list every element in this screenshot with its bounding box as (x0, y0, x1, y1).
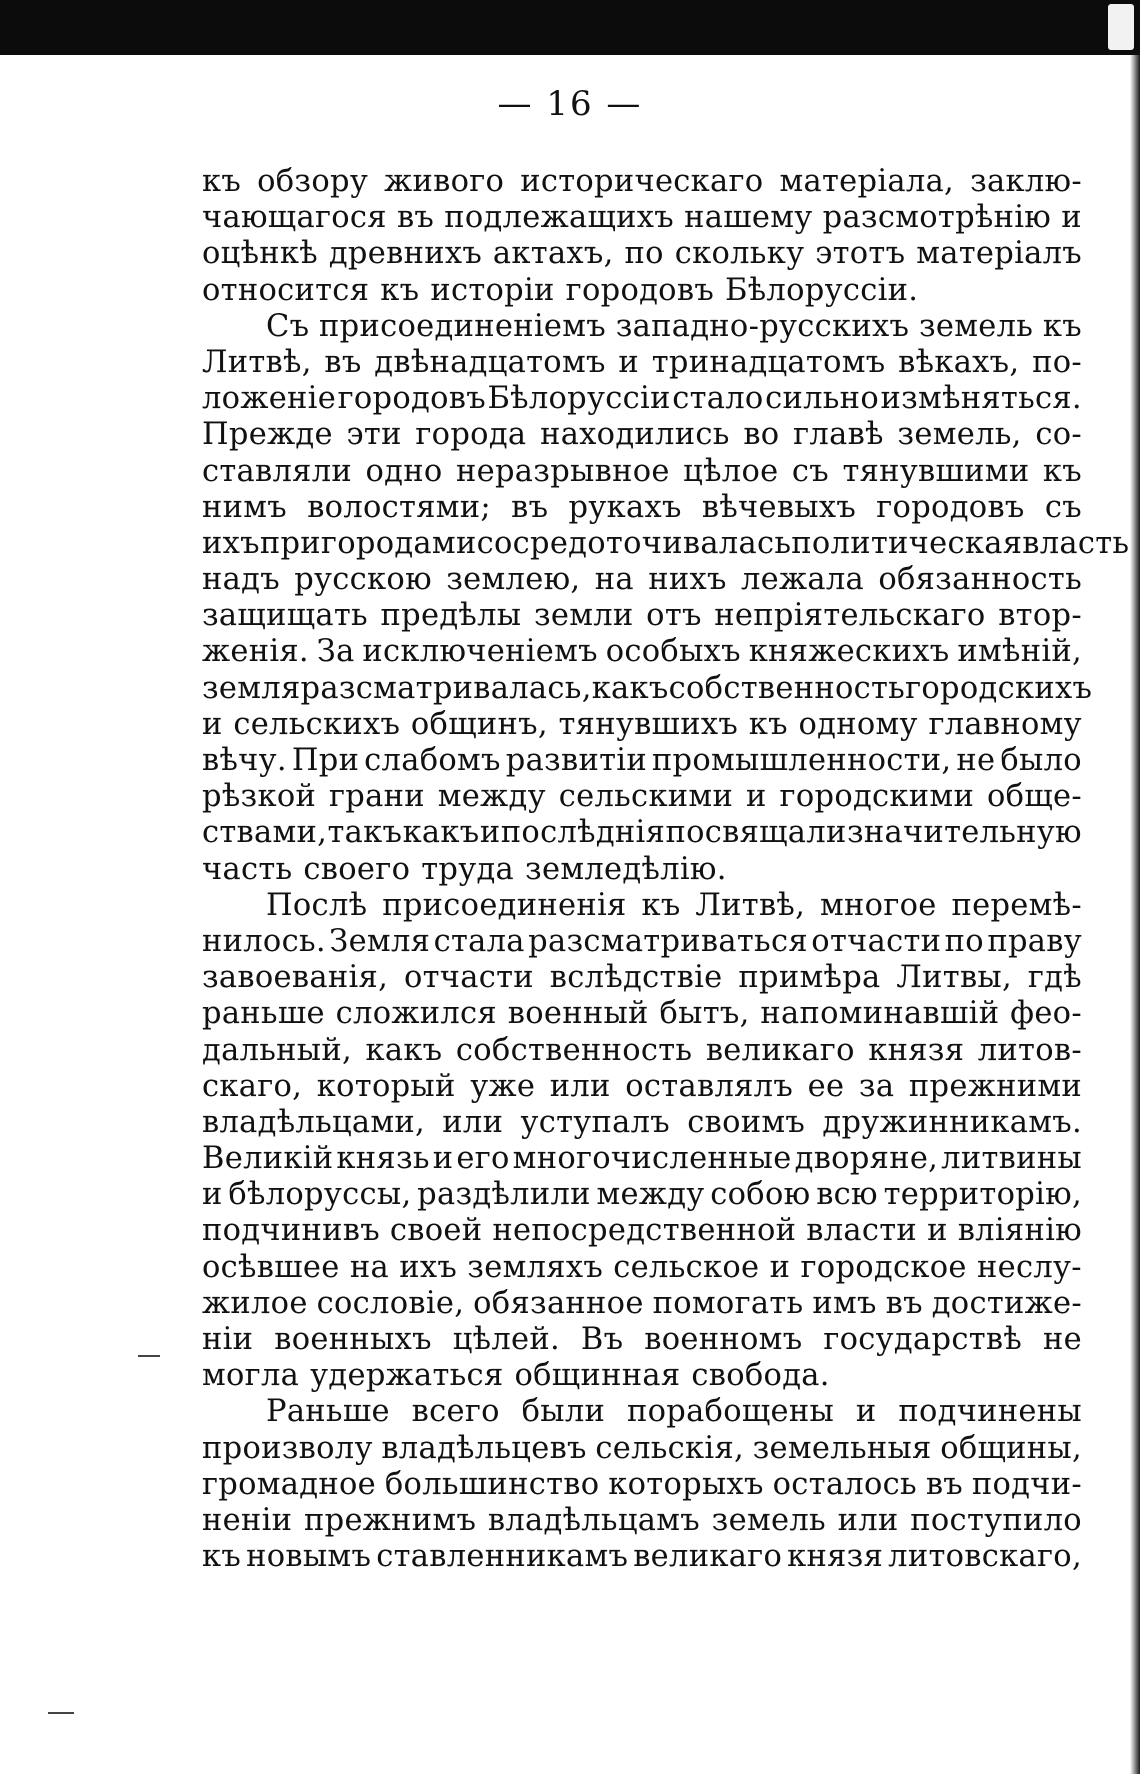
word: общины, (940, 1430, 1082, 1466)
word: общинная (514, 1358, 681, 1394)
scan-border-right (1130, 55, 1140, 1774)
word: къ (1042, 453, 1082, 489)
word: его (456, 1141, 510, 1177)
scan-corner-mark (1108, 4, 1134, 50)
word: фео- (1010, 996, 1082, 1032)
word: литвины (941, 1141, 1082, 1177)
text-line (202, 960, 1082, 996)
word: земляхъ (467, 1249, 604, 1285)
word: сословіе, (316, 1285, 465, 1321)
word: земля (202, 670, 301, 706)
word: между (596, 1177, 705, 1213)
word: стало (672, 381, 764, 417)
text-line (202, 309, 1082, 345)
word: ніи (202, 1322, 254, 1357)
body-text (202, 164, 1130, 1575)
text-line (202, 562, 1082, 598)
word: громадное (202, 1466, 376, 1502)
word: или (442, 1104, 504, 1140)
word: городовъ (876, 489, 1025, 525)
word: обязанность (878, 562, 1082, 598)
word: со- (1035, 417, 1082, 453)
word: ложеніе (202, 381, 337, 417)
word: помогать (652, 1285, 804, 1321)
word: неразрывное (455, 453, 670, 489)
text-line (202, 743, 1082, 779)
word: и (202, 706, 223, 742)
word: обзору (257, 164, 369, 199)
word: Раньше (266, 1394, 390, 1430)
word: въ (885, 1285, 923, 1321)
word: двѣнадцатомъ (374, 344, 606, 380)
word: князя (868, 1032, 965, 1068)
word: вліянію (957, 1213, 1082, 1249)
word: чающагося (202, 200, 387, 236)
word: присоединенія (382, 887, 627, 923)
word: присоединеніемъ (319, 308, 606, 344)
word: многочисленные (512, 1141, 792, 1177)
word: владѣльцамъ (487, 1502, 700, 1538)
text-line (202, 273, 1082, 309)
word: такъ (327, 815, 403, 851)
word: раздѣлили (417, 1177, 591, 1213)
word: города (415, 417, 527, 453)
word: гдѣ (1027, 960, 1082, 996)
word: и (432, 1141, 454, 1177)
word: втор- (998, 598, 1082, 634)
word: нашему (684, 200, 813, 236)
word: Великій (202, 1141, 334, 1177)
word: дворяне, (794, 1141, 939, 1177)
word: оставлялъ (625, 1068, 794, 1104)
word: земель (711, 1502, 826, 1538)
word: къ (641, 887, 681, 923)
word: одному (798, 706, 918, 742)
text-line (202, 1322, 1082, 1358)
word: всего (411, 1394, 500, 1430)
word: сельскія, (595, 1430, 745, 1466)
text-line (202, 1358, 1082, 1394)
word: отъ (646, 598, 702, 634)
word: За (316, 634, 355, 670)
word: какъ (591, 670, 669, 706)
text-line (202, 1105, 1082, 1141)
word: имъ (812, 1285, 877, 1321)
text-line (202, 815, 1082, 851)
word: княжескихъ (748, 634, 950, 670)
word: ставляли (202, 453, 353, 489)
word: всю (816, 1177, 878, 1213)
word: послѣднія (500, 815, 666, 851)
word: по (944, 923, 984, 959)
word: осѣвшее (202, 1249, 340, 1285)
word: Литвѣ, (695, 887, 806, 923)
word: значительную (846, 815, 1082, 851)
word: власть (1022, 525, 1130, 561)
word: русскою (294, 562, 432, 598)
word: скаго, (202, 1068, 303, 1104)
text-line (202, 1539, 1082, 1575)
scan-border-top (0, 0, 1140, 55)
word: не (1042, 1322, 1082, 1357)
word: которыхъ (608, 1466, 764, 1502)
word: завоеванія, (202, 960, 389, 996)
word: главѣ (793, 417, 884, 453)
word: напоминавшій (760, 996, 1000, 1032)
word: измѣняться. (880, 381, 1082, 417)
word: большинство (384, 1466, 600, 1502)
word: актахъ, (492, 236, 614, 272)
word: къ (202, 164, 242, 199)
word: прежними (908, 1068, 1082, 1104)
word: отчасти (403, 960, 534, 996)
word: земельныя (752, 1430, 932, 1466)
word: своимъ (687, 1104, 806, 1140)
word: великаго (705, 1032, 855, 1068)
word: нилось. (202, 923, 326, 959)
word: особыхъ (605, 634, 741, 670)
word: въ (324, 344, 362, 380)
word: рѣзкой (202, 779, 317, 815)
word: въ (925, 1466, 963, 1502)
word: эти (346, 417, 402, 453)
word: земель (918, 308, 1034, 344)
word: непосредственной (492, 1213, 797, 1249)
word: въ (511, 489, 549, 525)
word: бытъ, (659, 996, 750, 1032)
word: часть (202, 851, 293, 887)
word: разсмотрѣнію (822, 200, 1052, 236)
word: и (479, 815, 501, 851)
word: вѣчу. (202, 743, 287, 778)
word: земель, (897, 417, 1022, 453)
word: прежнимъ (304, 1502, 477, 1538)
text-line (202, 1467, 1082, 1503)
word: къ (748, 706, 788, 742)
word: на (594, 562, 634, 598)
word: разсматривалась, (300, 670, 592, 706)
word: къ (202, 1539, 242, 1575)
word: какъ (365, 1032, 443, 1068)
word: къ (1042, 308, 1082, 344)
word: поступило (910, 1502, 1082, 1538)
word: достиже- (931, 1285, 1082, 1321)
word: порабощены (626, 1394, 835, 1430)
word: по- (1032, 344, 1082, 380)
word: относится (202, 272, 370, 308)
word: въ (396, 200, 435, 236)
word: цѣлое (683, 453, 779, 489)
word: обще- (987, 779, 1082, 815)
word: владѣльцами, (202, 1104, 426, 1140)
word: военныхъ (274, 1322, 432, 1357)
text-line (202, 924, 1082, 960)
word: скольку (674, 236, 805, 272)
word: и (202, 1177, 223, 1213)
word: произволу (202, 1430, 373, 1466)
word: общинъ, (410, 706, 548, 742)
word: собою (710, 1177, 811, 1213)
word: пригородами (259, 525, 477, 561)
word: какъ (402, 815, 480, 851)
word: многое (820, 887, 937, 923)
word: подчинивъ (202, 1213, 380, 1249)
word: главному (928, 706, 1082, 742)
word: сельскихъ (233, 706, 401, 742)
word: было (1000, 743, 1082, 778)
word: власти (806, 1213, 918, 1249)
word: съ (791, 453, 830, 489)
word: Прежде (202, 417, 333, 453)
word: и (855, 1394, 877, 1430)
word: Въ (580, 1322, 624, 1357)
word: великаго (633, 1539, 783, 1575)
word: перемѣ- (951, 887, 1082, 923)
margin-mark (138, 1355, 160, 1357)
word: оцѣнкѣ (202, 236, 318, 272)
word: этотъ (815, 236, 906, 272)
text-line (202, 1503, 1082, 1539)
word: тянувшихъ (558, 706, 739, 742)
word: своего (303, 851, 411, 887)
word: своей (389, 1213, 483, 1249)
word: обязанное (473, 1285, 644, 1321)
text-line (202, 1250, 1082, 1286)
word: отчасти (811, 923, 942, 959)
word: рукахъ (568, 489, 682, 525)
word: дальный, (202, 1032, 352, 1068)
word: земли (533, 598, 634, 634)
word: примѣра (738, 960, 881, 996)
word: ставленникамъ (376, 1539, 629, 1575)
word: подлежащихъ (444, 200, 674, 236)
word: грани (329, 779, 425, 815)
word: владѣльцевъ (381, 1430, 587, 1466)
word: подчинены (898, 1394, 1082, 1430)
word: военный (507, 996, 649, 1032)
word: Литвы, (896, 960, 1012, 996)
word: новымъ (246, 1539, 372, 1575)
word: городскими (779, 779, 975, 815)
word: труда (421, 851, 515, 887)
word: волостями; (307, 489, 491, 525)
page-number: — 16 — (497, 84, 643, 124)
word: историческаго (520, 164, 764, 199)
text-line (202, 1033, 1082, 1069)
word: неніи (202, 1502, 293, 1538)
word: Бѣлоруссіи. (725, 272, 919, 308)
text-line (202, 417, 1082, 453)
word: древнихъ (328, 236, 483, 272)
word: уже (470, 1068, 536, 1104)
word: сильно (765, 381, 879, 417)
word: слабомъ (364, 743, 501, 778)
word: сельскими (558, 779, 734, 815)
word: съ (1044, 489, 1082, 525)
text-line (202, 670, 1093, 707)
word: цѣлей. (452, 1322, 560, 1357)
word: развитіи (505, 743, 647, 778)
text-line (202, 345, 1082, 381)
word: лежала (740, 562, 864, 598)
word: сложился (335, 996, 497, 1032)
text-line (202, 1286, 1082, 1322)
word: западно-русскихъ (615, 308, 910, 344)
word: городское (800, 1249, 967, 1285)
word: и (1061, 200, 1082, 236)
text-line (202, 1394, 1082, 1430)
word: вѣкахъ, (898, 344, 1020, 380)
word: городовъ (565, 272, 715, 308)
word: Земля (329, 923, 431, 959)
word: исключеніемъ (362, 634, 598, 670)
word: или (549, 1068, 611, 1104)
word: уступалъ (520, 1104, 671, 1140)
word: ихъ (202, 525, 260, 561)
word: удержаться (310, 1358, 504, 1394)
word: за (858, 1068, 895, 1104)
word: свобода. (691, 1358, 830, 1394)
word: литовскаго, (888, 1539, 1082, 1575)
text-line (202, 888, 1082, 924)
word: могла (202, 1358, 300, 1394)
word: и (746, 779, 767, 815)
word: городскихъ (905, 670, 1093, 706)
word: Съ (266, 308, 310, 344)
word: раньше (202, 996, 325, 1032)
word: и (927, 1213, 948, 1249)
word: ствами, (202, 815, 328, 851)
word: нихъ (648, 562, 727, 598)
text-line (202, 454, 1082, 490)
text-line (202, 490, 1082, 526)
word: между (437, 779, 546, 815)
word: который (316, 1068, 456, 1104)
word: стала (433, 923, 525, 959)
word: исторіи (430, 272, 555, 308)
text-line (202, 707, 1082, 743)
text-line (202, 1069, 1082, 1105)
word: вслѣдствіе (549, 960, 723, 996)
text-line (202, 634, 1082, 670)
word: городовъ (337, 381, 486, 417)
word: защищать (202, 598, 368, 634)
word: женія. (202, 634, 309, 670)
word: князя (787, 1539, 884, 1575)
text-line (202, 852, 1082, 888)
word: военномъ (644, 1322, 803, 1357)
word: непріятельскаго (714, 598, 986, 634)
word: посвящали (665, 815, 847, 851)
word: дружинникамъ. (822, 1104, 1082, 1140)
word: При (291, 743, 360, 778)
text-line (202, 200, 1082, 236)
word: государствѣ (823, 1322, 1023, 1357)
word: на (349, 1249, 389, 1285)
word: осталось (772, 1466, 917, 1502)
word: подчи- (971, 1466, 1082, 1502)
word: или (837, 1502, 899, 1538)
word: вѣчевыхъ (701, 489, 857, 525)
word: ее (807, 1068, 845, 1104)
word: во (743, 417, 780, 453)
text-line (202, 164, 1082, 200)
word: матеріала, (779, 164, 955, 199)
text-line (202, 996, 1082, 1032)
word: заклю- (970, 164, 1082, 199)
text-line (202, 381, 1082, 417)
text-line (202, 1213, 1082, 1249)
word: праву (987, 923, 1082, 959)
word: живого (384, 164, 505, 199)
word: и (618, 344, 640, 380)
word: Бѣлоруссіи (487, 381, 671, 417)
text-line (202, 598, 1082, 634)
word: по (624, 236, 664, 272)
word: жилое (202, 1285, 308, 1321)
word: находились (540, 417, 730, 453)
word: были (521, 1394, 606, 1430)
word: князь (336, 1141, 430, 1177)
word: собственность (455, 1032, 693, 1068)
margin-mark (48, 1712, 74, 1714)
word: сосредоточивалась (476, 525, 792, 561)
word: тринадцатомъ (651, 344, 886, 380)
word: собственность (668, 670, 906, 706)
word: къ (380, 272, 420, 308)
text-line (202, 236, 1082, 272)
word: сельское (613, 1249, 760, 1285)
word: промышленности, (651, 743, 952, 778)
word: ихъ (399, 1249, 458, 1285)
word: неслу- (977, 1249, 1082, 1285)
text-line (202, 525, 1130, 562)
text-line (202, 1177, 1082, 1213)
text-line (202, 779, 1082, 815)
word: литов- (977, 1032, 1082, 1068)
word: земледѣлію. (525, 851, 727, 887)
word: политическая (791, 525, 1023, 561)
word: землею, (446, 562, 581, 598)
word: одно (365, 453, 443, 489)
word: разсматриваться (528, 923, 808, 959)
word: матеріалъ (916, 236, 1082, 272)
word: нимъ (202, 489, 287, 525)
word: не (956, 743, 996, 778)
word: имѣній, (957, 634, 1082, 670)
text-line (202, 1431, 1082, 1467)
word: бѣлоруссы, (228, 1177, 412, 1213)
word: Литвѣ, (202, 344, 312, 380)
word: территорію, (883, 1177, 1082, 1213)
word: Послѣ (266, 887, 368, 923)
word: предѣлы (380, 598, 522, 634)
word: надъ (202, 562, 280, 598)
word: тянувшими (842, 453, 1030, 489)
text-line (202, 1141, 1082, 1177)
word: и (769, 1249, 791, 1285)
